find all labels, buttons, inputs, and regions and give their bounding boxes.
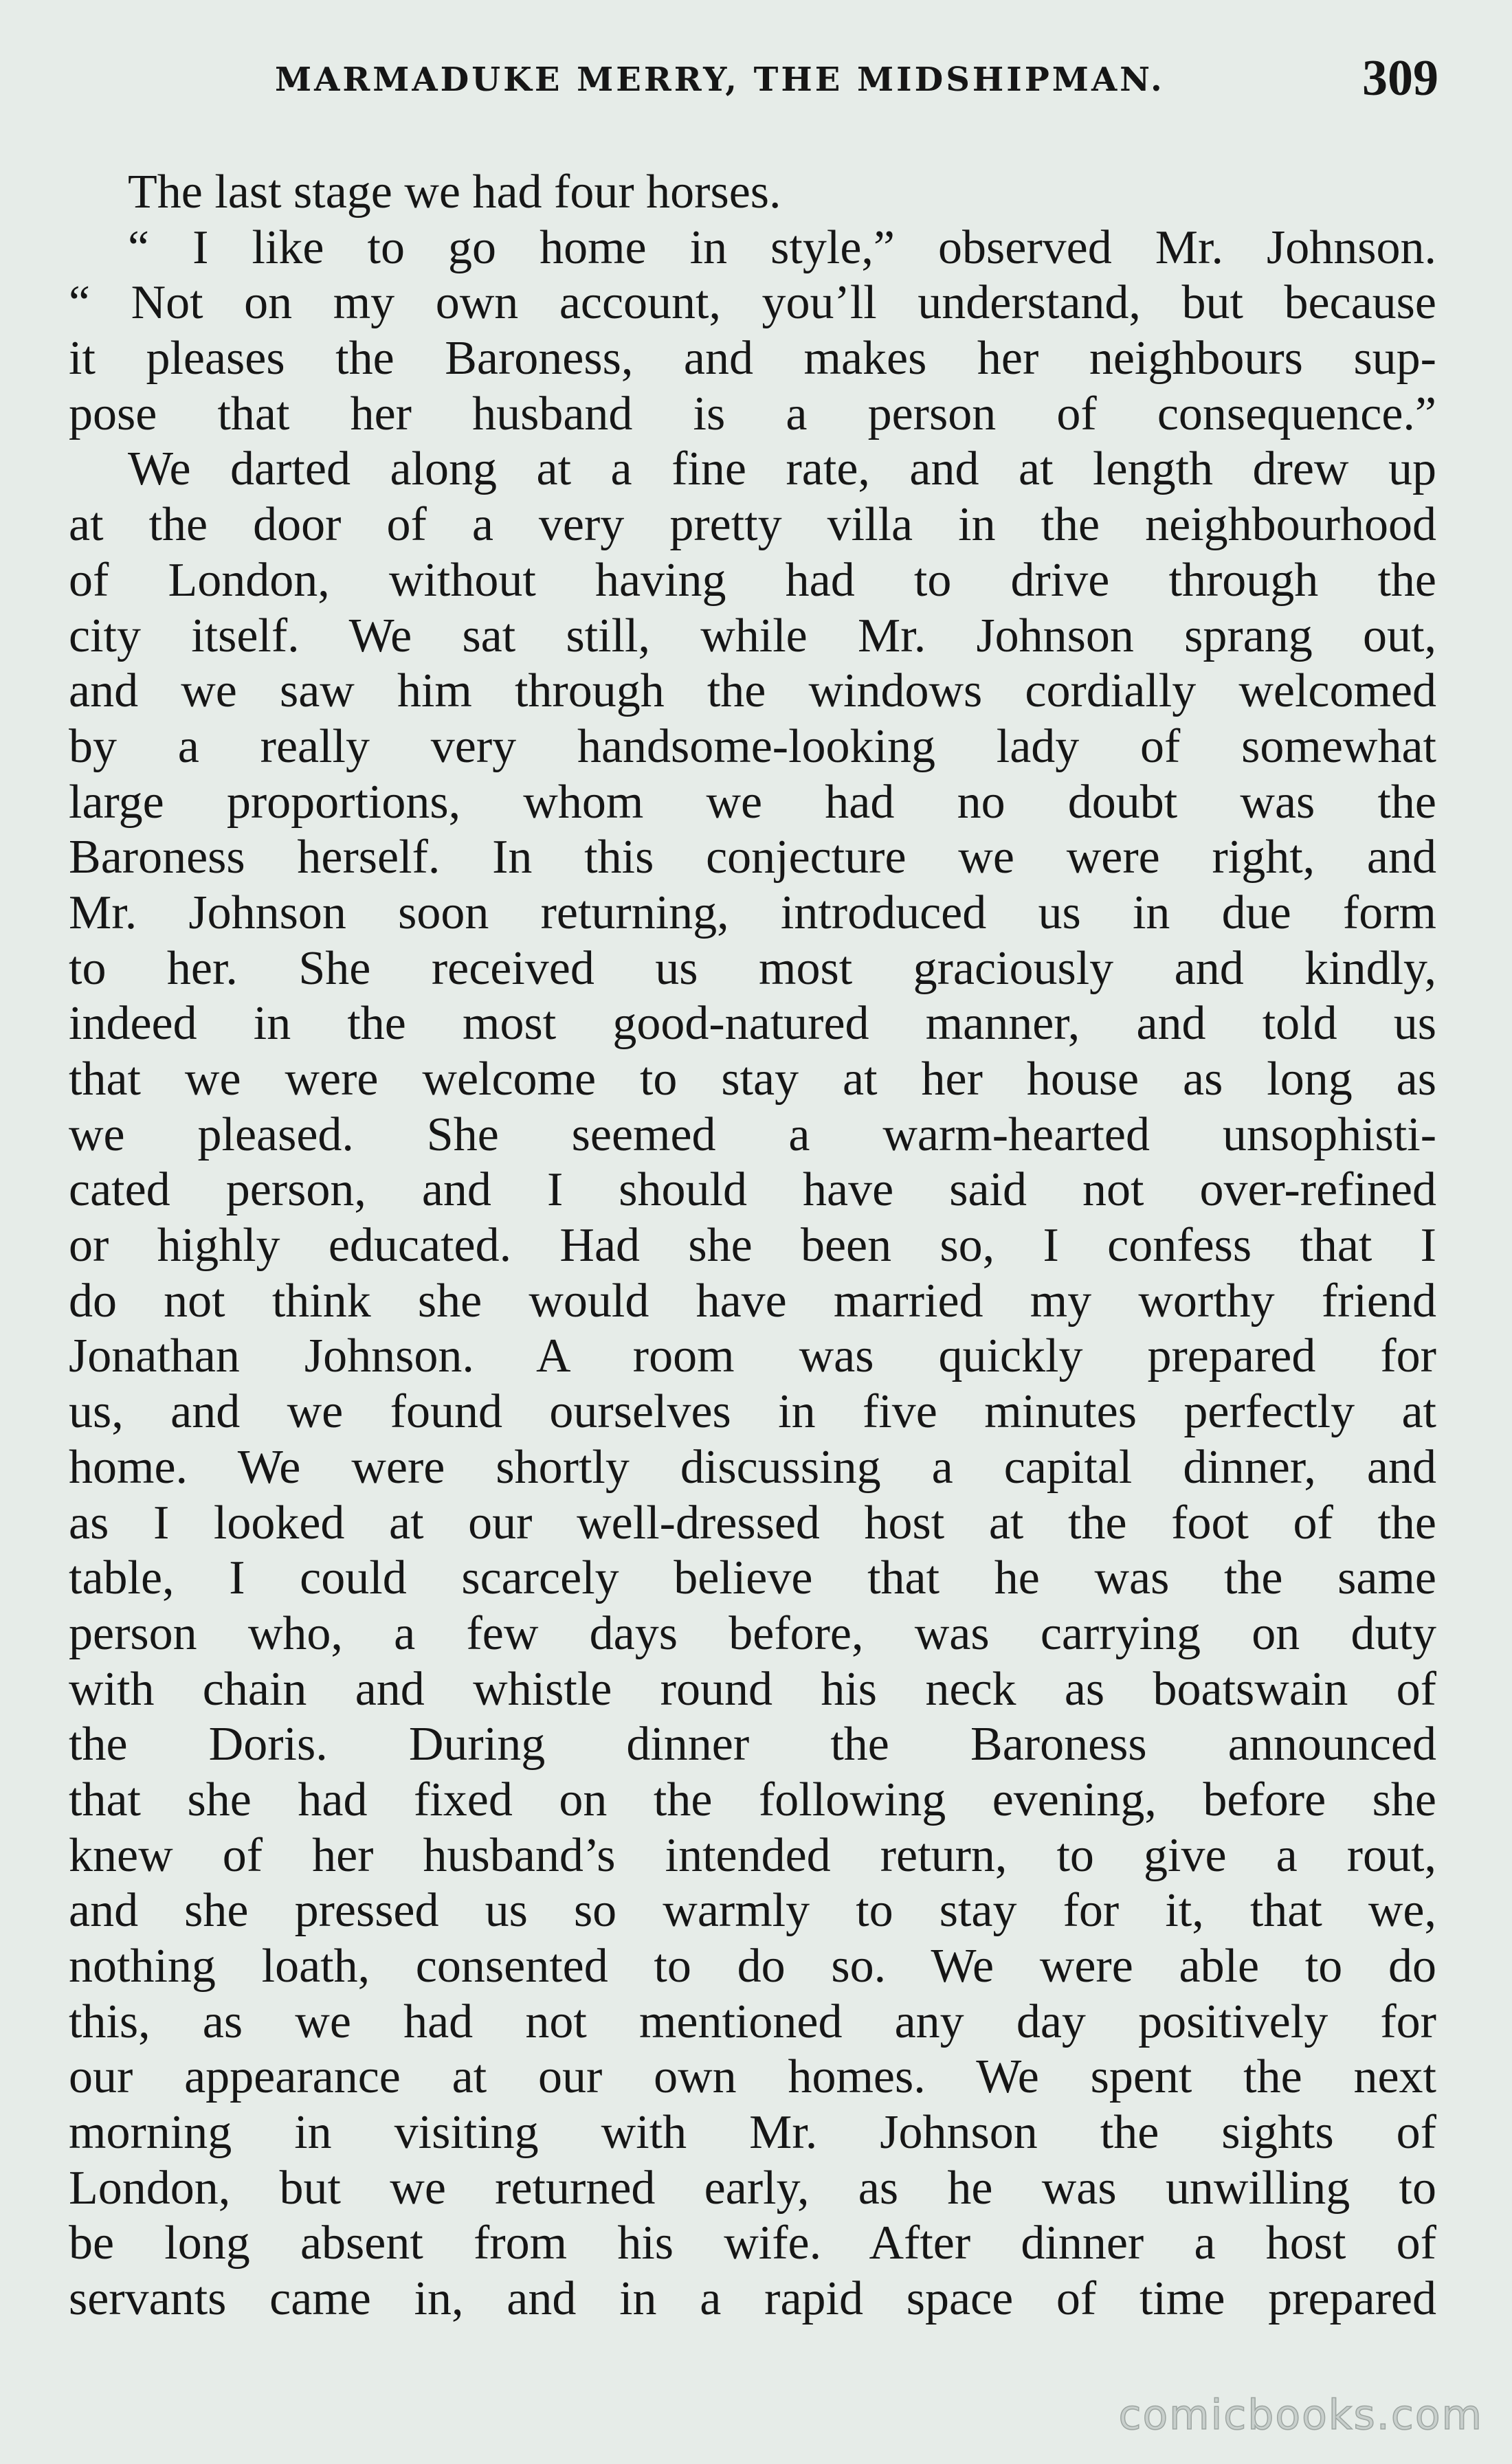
text-line: cated person, and I should have said not over-refined [69,1163,1436,1217]
text-line: it pleases the Baroness, and makes her neighbours sup- [69,332,1436,385]
text-line: city itself. We sat still, while Mr. Johnson sprang out, [69,609,1436,662]
text-line: and we saw him through the windows cordially welcomed [69,664,1436,718]
text-line: our appearance at our own homes. We spent the next [69,2050,1436,2104]
text-line: be long absent from his wife. After dinner a host of [69,2217,1436,2270]
text-line: “ I like to go home in style,” observed Mr. Johnson. [128,221,1436,274]
text-line: that we were welcome to stay at her house as long as [69,1053,1436,1106]
text-line: to her. She received us most graciously and kindly, [69,941,1436,995]
text-line: Jonathan Johnson. A room was quickly prepared for [69,1330,1436,1383]
text-line: servants came in, and in a rapid space of time prepared [69,2272,1436,2326]
text-line: indeed in the most good-natured manner, and told us [69,997,1436,1051]
text-line: and she pressed us so warmly to stay for it, that we, [69,1884,1436,1938]
text-line: do not think she would have married my worthy friend [69,1274,1436,1328]
text-line: The last stage we had four horses. [128,166,781,219]
watermark: comicbooks.com [1118,2391,1483,2439]
text-line: of London, without having had to drive through the [69,553,1436,607]
text-line: pose that her husband is a person of consequence.” [69,387,1436,440]
text-line: Baroness herself. In this conjecture we were right, and [69,831,1436,884]
text-line: morning in visiting with Mr. Johnson the sights of [69,2106,1436,2160]
text-line: we pleased. She seemed a warm-hearted unsophisti- [69,1108,1436,1161]
text-line: We darted along at a fine rate, and at length drew up [128,443,1436,496]
text-line: nothing loath, consented to do so. We were able to do [69,1940,1436,1993]
text-line: as I looked at our well-dressed host at the foot of the [69,1496,1436,1549]
text-line: at the door of a very pretty villa in the neighbourhood [69,498,1436,552]
text-line: “ Not on my own account, you’ll understand, but because [69,276,1436,330]
text-line: by a really very handsome-looking lady of somewhat [69,719,1436,773]
text-line: this, as we had not mentioned any day positively for [69,1995,1436,2048]
text-line: or highly educated. Had she been so, I confess that I [69,1219,1436,1273]
text-line: large proportions, whom we had no doubt was the [69,775,1436,829]
text-line: that she had fixed on the following evening, before she [69,1773,1436,1826]
text-line: Mr. Johnson soon returning, introduced us in due form [69,886,1436,939]
text-line: with chain and whistle round his neck as boatswain of [69,1662,1436,1716]
text-line: the Doris. During dinner the Baroness announced [69,1718,1436,1771]
page-number: 309 [1362,50,1438,107]
text-line: person who, a few days before, was carrying on duty [69,1606,1436,1660]
body-text [69,165,1436,2327]
running-title: MARMADUKE MERRY, THE MIDSHIPMAN. [275,60,1165,99]
text-line: knew of her husband’s intended return, to give a rout, [69,1828,1436,1882]
text-line: us, and we found ourselves in five minutes perfectly at [69,1385,1436,1439]
text-line: table, I could scarcely believe that he was the same [69,1552,1436,1605]
text-line: London, but we returned early, as he was unwilling to [69,2161,1436,2215]
text-line: home. We were shortly discussing a capital dinner, and [69,1440,1436,1494]
